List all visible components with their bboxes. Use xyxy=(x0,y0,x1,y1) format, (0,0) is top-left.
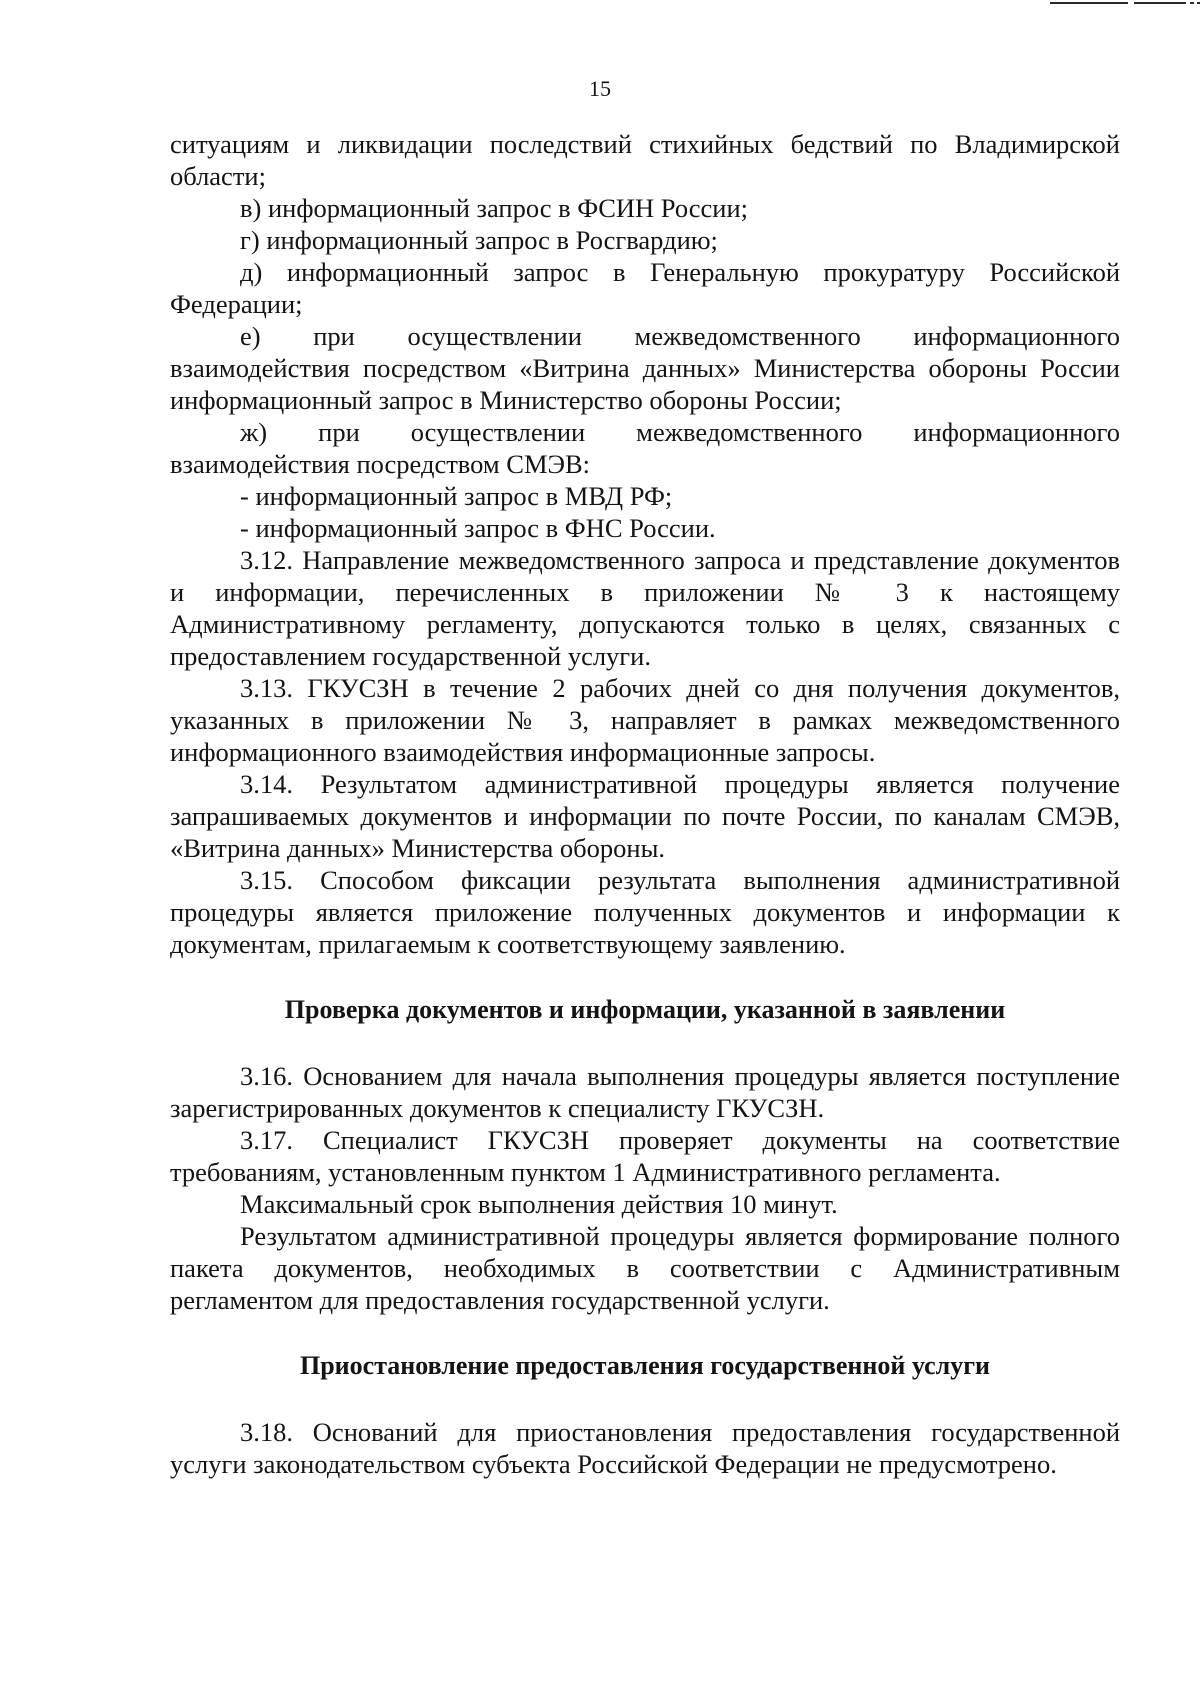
paragraph: 3.12. Направление межведомственного запроса и представление документов и информации, перечисленных в приложении № 3 к настоящему Административному регламенту, допускаются только в целях, связанных с предоставлением государственной услуги. xyxy=(170,545,1120,671)
paragraph: д) информационный запрос в Генеральную прокуратуру Российской Федерации; xyxy=(170,257,1120,319)
paragraph: 3.15. Способом фиксации результата выполнения административной процедуры является приложение полученных документов и информации к документам, прилагаемым к соответствующему заявлению. xyxy=(170,865,1120,959)
section-heading: Приостановление предоставления государственной услуги xyxy=(299,1351,990,1380)
paragraph: 3.18. Оснований для приостановления предоставления государственной услуги законодательством субъекта Российской Федерации не предусмотрено. xyxy=(170,1417,1120,1479)
paragraph: ситуациям и ликвидации последствий стихийных бедствий по Владимирской области; xyxy=(170,129,1120,191)
paragraph: - информационный запрос в МВД РФ; xyxy=(240,481,673,511)
scan-edge-mark xyxy=(1050,0,1200,6)
paragraph: 3.13. ГКУСЗН в течение 2 рабочих дней со дня получения документов, указанных в приложении № 3, направляет в рамках межведомственного информационного взаимодействия информационные запросы. xyxy=(170,673,1120,767)
paragraph: 3.16. Основанием для начала выполнения процедуры является поступление зарегистрированных документов к специалисту ГКУСЗН. xyxy=(170,1061,1120,1123)
paragraph: г) информационный запрос в Росгвардию; xyxy=(240,225,718,255)
section-heading: Проверка документов и информации, указанной в заявлении xyxy=(284,995,1006,1024)
paragraph: 3.14. Результатом административной процедуры является получение запрашиваемых документов и информации по почте России, по каналам СМЭВ, «Витрина данных» Министерства обороны. xyxy=(170,769,1120,863)
paragraph: Результатом административной процедуры является формирование полного пакета документов, необходимых в соответствии с Административным регламентом для предоставления государственной услуги. xyxy=(170,1221,1120,1315)
document-body xyxy=(170,128,1120,1480)
paragraph: в) информационный запрос в ФСИН России; xyxy=(240,193,749,223)
paragraph: ж) при осуществлении межведомственного информационного взаимодействия посредством СМЭВ: xyxy=(170,417,1120,479)
paragraph: 3.17. Специалист ГКУСЗН проверяет документы на соответствие требованиям, установленным пунктом 1 Административного регламента. xyxy=(170,1125,1120,1187)
paragraph: Максимальный срок выполнения действия 10 минут. xyxy=(240,1189,838,1219)
paragraph: - информационный запрос в ФНС России. xyxy=(240,513,716,543)
paragraph: е) при осуществлении межведомственного информационного взаимодействия посредством «Витрина данных» Министерства обороны России информационный запрос в Министерство обороны России; xyxy=(170,321,1120,415)
page-number: 15 xyxy=(589,76,611,101)
